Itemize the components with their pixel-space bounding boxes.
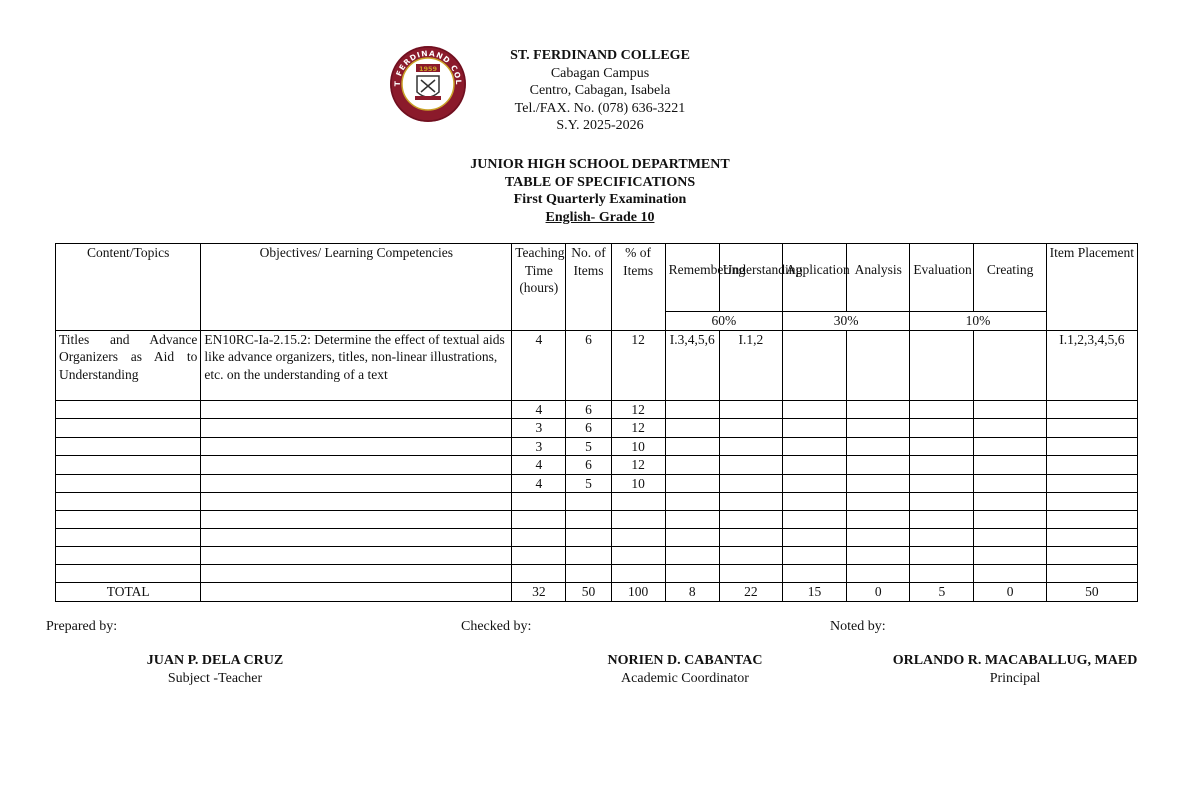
weight-30: 30%: [782, 312, 909, 331]
remembering-cell: I.3,4,5,6: [665, 330, 719, 400]
checker-name: NORIEN D. CABANTAC: [607, 653, 763, 668]
objective-cell: [201, 474, 512, 493]
document-title: TABLE OF SPECIFICATIONS: [504, 174, 696, 190]
time-cell: 4: [512, 456, 566, 475]
pct-cell: 10: [611, 474, 665, 493]
svg-text:SAINT FERDINAND COLLEGE: T FERDINAND COL: [392, 48, 464, 87]
table-row: [56, 419, 1138, 438]
svg-text:1959: 1959: [418, 65, 438, 73]
objective-cell: [201, 437, 512, 456]
pct-cell: 12: [611, 400, 665, 419]
table-row: [56, 456, 1138, 475]
department-title: JUNIOR HIGH SCHOOL DEPARTMENT: [470, 157, 730, 172]
campus: Cabagan Campus: [550, 65, 650, 81]
header-creating: Creating: [974, 244, 1046, 312]
pct-cell: 10: [611, 437, 665, 456]
total-row: [56, 583, 1138, 602]
total-application: 15: [782, 583, 846, 602]
total-label: TOTAL: [56, 583, 201, 602]
table-row: [56, 400, 1138, 419]
total-analysis: 0: [847, 583, 910, 602]
objective-cell: EN10RC-Ia-2.15.2: Determine the effect of textual aids like advance organizers, titles, non-linear illustrations, etc. on the understanding of a text: [201, 330, 512, 400]
checker-role: Academic Coordinator: [621, 671, 749, 686]
total-pct: 100: [611, 583, 665, 602]
understanding-cell: I.1,2: [719, 330, 782, 400]
time-cell: 4: [512, 330, 566, 400]
total-remembering: 8: [665, 583, 719, 602]
table-row: [56, 437, 1138, 456]
header-objectives: Objectives/ Learning Competencies: [201, 244, 512, 331]
topic-cell: [56, 474, 201, 493]
total-creating: 0: [974, 583, 1046, 602]
topic-cell: Titles and Advance Organizers as Aid to Understanding: [56, 330, 201, 400]
table-row: [56, 493, 1138, 511]
college-name: ST. FERDINAND COLLEGE: [510, 48, 690, 63]
total-placement: 50: [1046, 583, 1137, 602]
objective-cell: [201, 456, 512, 475]
topic-cell: [56, 400, 201, 419]
header-topic: Content/Topics: [56, 244, 201, 331]
items-cell: 6: [566, 419, 611, 438]
items-cell: 5: [566, 474, 611, 493]
time-cell: 3: [512, 437, 566, 456]
items-cell: 6: [566, 330, 611, 400]
header-application: Application: [782, 244, 846, 312]
noter-role: Principal: [989, 671, 1041, 686]
subject-title: English- Grade 10: [545, 209, 655, 225]
preparer-name: JUAN P. DELA CRUZ: [146, 653, 284, 668]
total-time: 32: [512, 583, 566, 602]
weight-10: 10%: [910, 312, 1046, 331]
noter-name: ORLANDO R. MACABALLUG, MAED: [892, 653, 1138, 668]
header-analysis: Analysis: [847, 244, 910, 312]
exam-title: First Quarterly Examination: [513, 192, 687, 207]
table-header-row: [56, 244, 1138, 312]
topic-cell: [56, 419, 201, 438]
school-year: S.Y. 2025-2026: [556, 118, 644, 133]
items-cell: 5: [566, 437, 611, 456]
total-evaluation: 5: [910, 583, 974, 602]
header-understanding: Understanding: [719, 244, 782, 312]
table-row: [56, 511, 1138, 529]
college-seal-logo: [388, 44, 468, 124]
evaluation-cell: [910, 330, 974, 400]
placement-cell: I.1,2,3,4,5,6: [1046, 330, 1137, 400]
pct-cell: 12: [611, 330, 665, 400]
objective-cell: [201, 400, 512, 419]
header-remembering: Remembering: [665, 244, 719, 312]
specifications-table: [55, 243, 1138, 602]
analysis-cell: [847, 330, 910, 400]
items-cell: 6: [566, 456, 611, 475]
weight-60: 60%: [665, 312, 782, 331]
preparer-role: Subject -Teacher: [167, 671, 263, 686]
total-items: 50: [566, 583, 611, 602]
telephone: Tel./FAX. No. (078) 636-3221: [514, 100, 686, 116]
address: Centro, Cabagan, Isabela: [529, 83, 671, 98]
checked-by-label: Checked by:: [461, 619, 532, 634]
objective-cell: [201, 419, 512, 438]
table-row: [56, 474, 1138, 493]
time-cell: 4: [512, 474, 566, 493]
noted-by-label: Noted by:: [830, 619, 886, 634]
pct-cell: 12: [611, 419, 665, 438]
header-item-placement: Item Placement: [1046, 244, 1137, 331]
header-pct-items: % of Items: [611, 244, 665, 331]
time-cell: 3: [512, 419, 566, 438]
table-row: [56, 529, 1138, 547]
application-cell: [782, 330, 846, 400]
header-teaching-time: Teaching Time (hours): [512, 244, 566, 331]
header-num-items: No. of Items: [566, 244, 611, 331]
header-evaluation: Evaluation: [910, 244, 974, 312]
time-cell: 4: [512, 400, 566, 419]
table-row: [56, 547, 1138, 565]
table-row: [56, 330, 1138, 400]
table-row: [56, 565, 1138, 583]
items-cell: 6: [566, 400, 611, 419]
creating-cell: [974, 330, 1046, 400]
total-understanding: 22: [719, 583, 782, 602]
school-header: [470, 47, 730, 135]
topic-cell: [56, 437, 201, 456]
prepared-by-label: Prepared by:: [46, 619, 118, 634]
document-titles: [400, 156, 800, 226]
topic-cell: [56, 456, 201, 475]
pct-cell: 12: [611, 456, 665, 475]
